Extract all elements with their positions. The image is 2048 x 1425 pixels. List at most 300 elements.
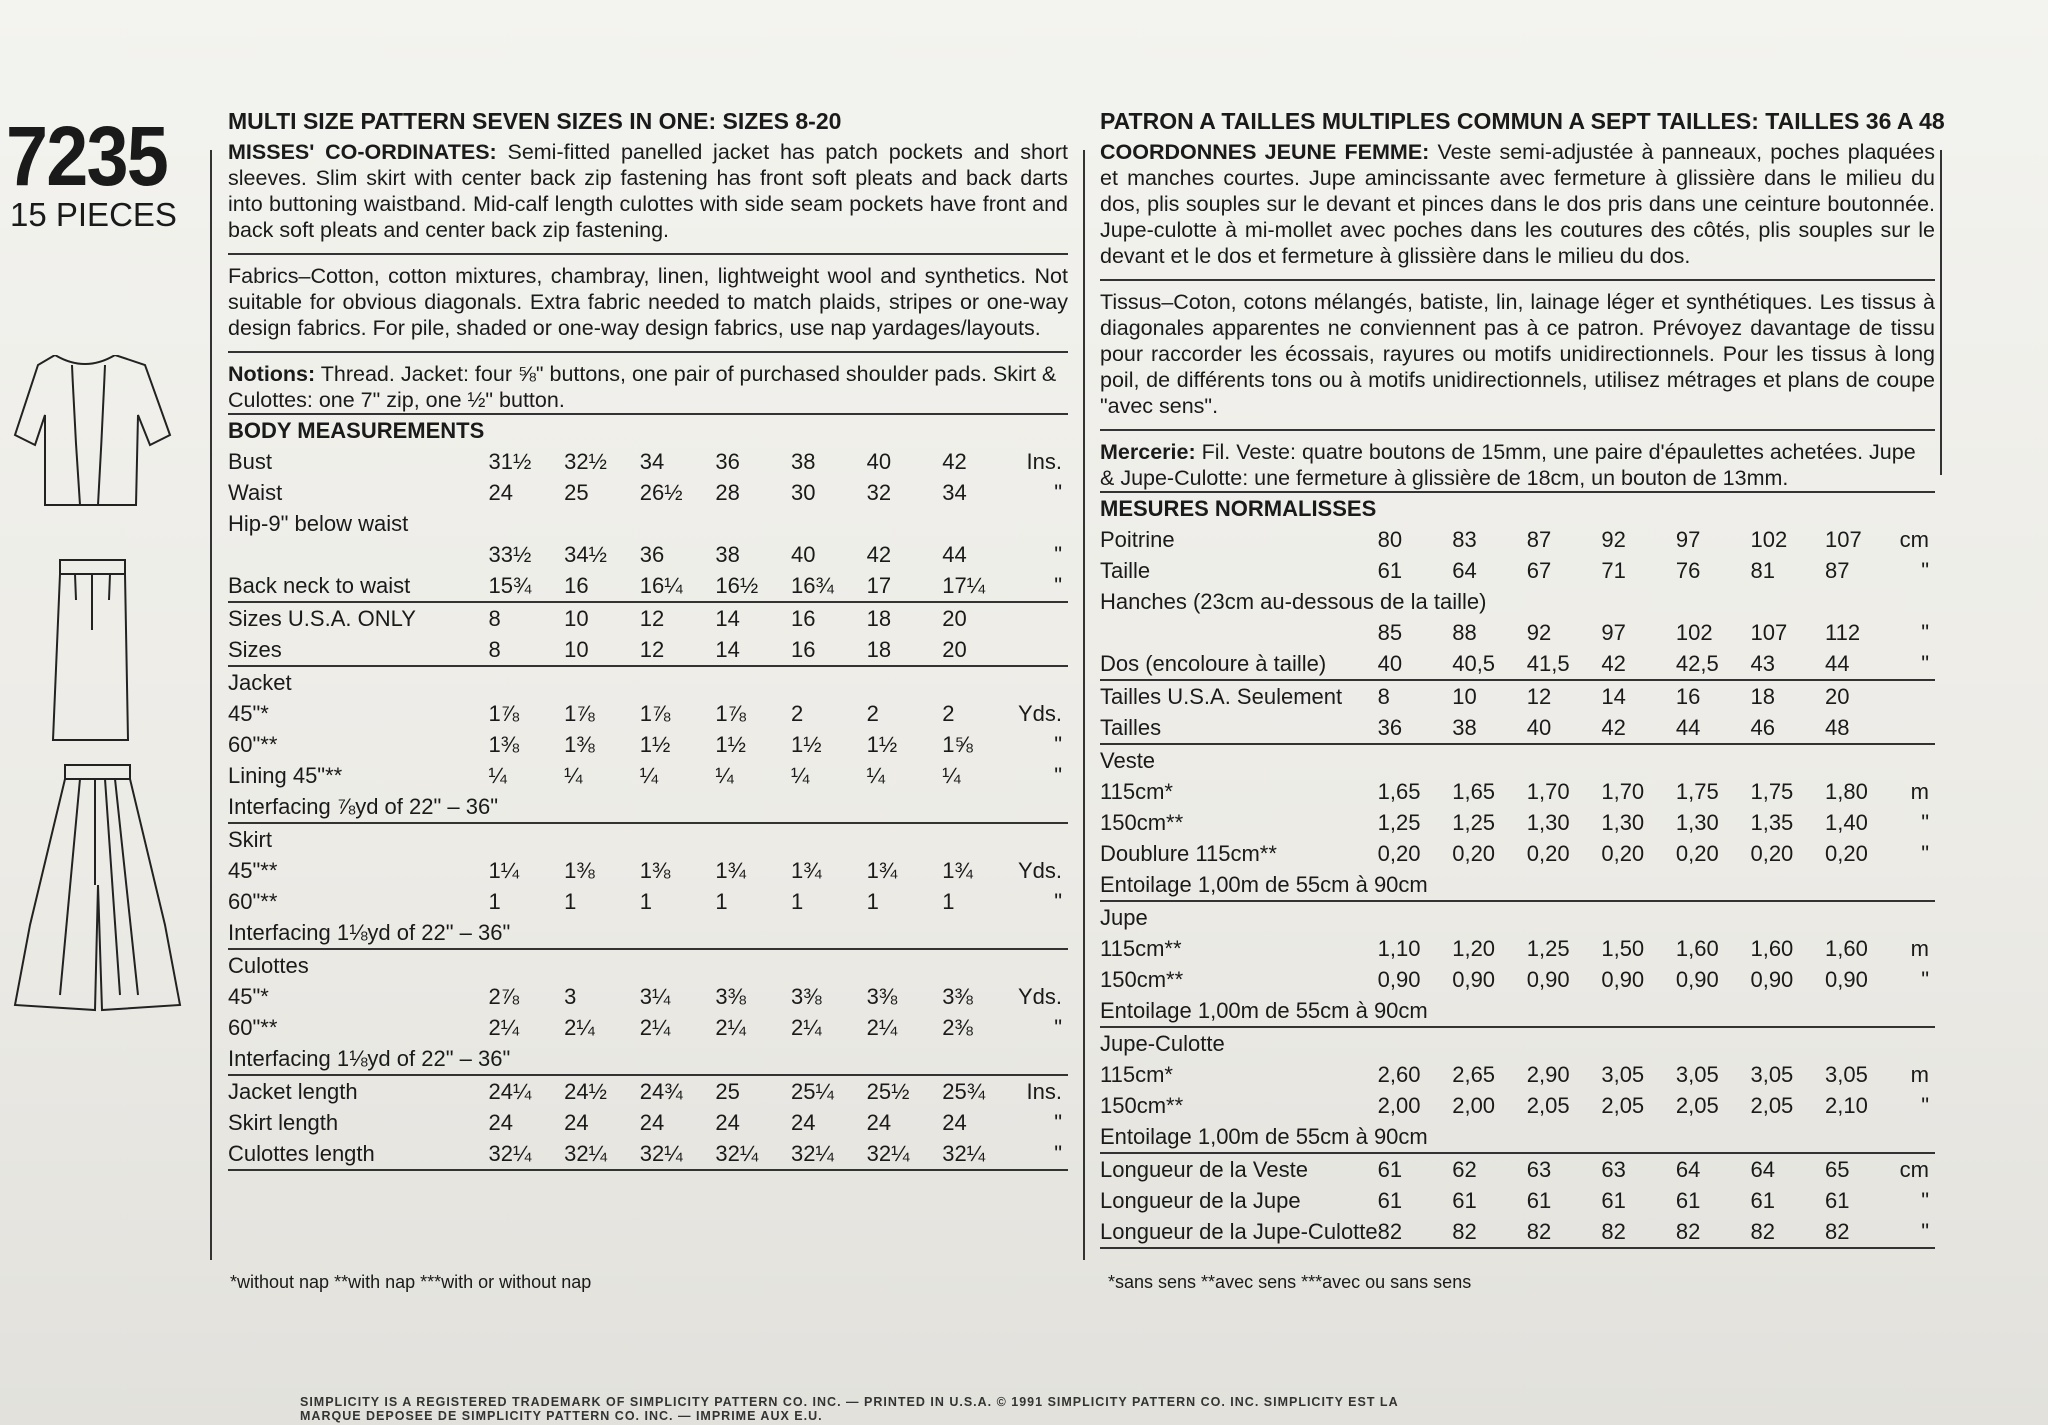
french-measurements-table [1100, 491, 1935, 1253]
size-value: 14 [715, 637, 740, 662]
size-value: 1¼ [488, 858, 520, 883]
table-row [1100, 712, 1935, 744]
size-value: 2¼ [639, 1015, 671, 1040]
size-value: 15¾ [488, 573, 532, 598]
unit: " [1921, 1188, 1929, 1213]
size-value: 61 [1601, 1188, 1626, 1213]
table-row [228, 634, 1068, 666]
table-row [228, 886, 1068, 917]
size-value: 3,05 [1601, 1062, 1645, 1087]
size-value: 24 [866, 1110, 892, 1135]
size-value: 1,65 [1452, 779, 1496, 804]
garment-sketches [10, 355, 185, 1015]
size-value: 0,20 [1675, 841, 1719, 866]
size-value: 1,60 [1825, 936, 1868, 961]
size-value: 30 [791, 480, 816, 505]
section-heading: Skirt [228, 823, 1068, 855]
unit: " [1054, 889, 1062, 914]
size-value: 40 [866, 449, 892, 474]
size-value: 1,60 [1675, 936, 1719, 961]
size-value: 61 [1378, 1153, 1453, 1185]
section-heading: Jupe-Culotte [1100, 1027, 1935, 1059]
size-value: 32¼ [715, 1141, 759, 1166]
table-row [1100, 555, 1935, 586]
size-value: 40,5 [1452, 651, 1496, 676]
size-value: 63 [1601, 1153, 1676, 1185]
center-vertical-rule [1083, 150, 1085, 1260]
size-value: 3⅜ [942, 984, 973, 1009]
unit: " [1054, 732, 1062, 757]
table-row [1100, 1121, 1935, 1153]
size-value: 34 [942, 480, 967, 505]
size-value: 36 [639, 542, 665, 567]
table-row [1100, 524, 1935, 555]
size-value: 1,75 [1675, 779, 1719, 804]
section-heading: Culottes [228, 949, 1068, 981]
row-label [1100, 617, 1378, 648]
table-row [228, 949, 1068, 981]
size-value: 14 [715, 602, 791, 634]
table-row [1100, 995, 1935, 1027]
row-label: 45"* [228, 984, 269, 1009]
size-value: 0,20 [1526, 841, 1570, 866]
pieces-count: 15 PIECES [10, 196, 177, 233]
size-value: 0,90 [1675, 967, 1719, 992]
size-value: 107 [1750, 620, 1788, 645]
size-value: 25¾ [942, 1075, 1018, 1107]
table-row [228, 1138, 1068, 1170]
size-value: 16 [791, 602, 867, 634]
size-value: 10 [564, 602, 640, 634]
size-value: 8 [488, 637, 501, 662]
size-value: 1 [639, 889, 653, 914]
size-value: 40 [1377, 651, 1403, 676]
size-value: 44 [1675, 715, 1701, 740]
size-value: 1½ [866, 732, 898, 757]
size-value: 1,65 [1377, 779, 1421, 804]
size-value: 1,35 [1750, 810, 1794, 835]
size-value: ¼ [791, 763, 810, 788]
row-label: Culottes length [228, 1141, 375, 1166]
size-value: 82 [1750, 1219, 1775, 1244]
unit: Yds. [1017, 701, 1062, 726]
table-row [1100, 1216, 1935, 1248]
size-value: 2,65 [1452, 1062, 1496, 1087]
french-footnote: *sans sens **avec sens ***avec ou sans sens [1108, 1272, 1472, 1292]
table-row [1100, 492, 1935, 524]
row-label: 115cm* [1100, 779, 1173, 804]
size-value: 82 [1526, 1219, 1552, 1244]
section-heading: Jupe [1100, 901, 1935, 933]
desc-lead: COORDONNES JEUNE FEMME: [1100, 140, 1430, 164]
size-value: 0,20 [1750, 841, 1794, 866]
english-notions [228, 361, 1068, 413]
size-value: 2,90 [1526, 1062, 1570, 1087]
table-row [1100, 901, 1935, 933]
notions-text: Fil. Veste: quatre boutons de 15mm, une paire d'épaulettes achetées. Jupe & Jupe-Culotte: une fermeture à glissière de 18cm, un bouton de 13mm. [1100, 440, 1916, 490]
size-value: 16½ [715, 573, 759, 598]
table-row [1100, 617, 1935, 648]
size-value: 44 [1825, 651, 1850, 676]
row-label: Longueur de la Veste [1100, 1153, 1378, 1185]
size-value: 42 [942, 449, 967, 474]
size-value: 1 [791, 889, 804, 914]
size-value: 8 [1378, 680, 1453, 712]
table-row [228, 1075, 1068, 1107]
size-value: 97 [1601, 620, 1626, 645]
size-value: 1¾ [942, 858, 973, 883]
size-value: 1¾ [715, 858, 746, 883]
size-value: 1½ [715, 732, 746, 757]
row-label: Tailles U.S.A. Seulement [1100, 680, 1378, 712]
size-value: 2,05 [1601, 1093, 1645, 1118]
size-value: 3 [564, 984, 577, 1009]
size-value: ¼ [564, 763, 583, 788]
size-value: 1⅜ [488, 732, 520, 757]
size-value: 20 [1825, 680, 1900, 712]
notions-lead: Notions: [228, 362, 316, 386]
size-value: 12 [1527, 680, 1602, 712]
size-value: 1,10 [1377, 936, 1421, 961]
size-value: 85 [1377, 620, 1403, 645]
skirt-sketch-icon [53, 560, 128, 740]
unit: " [1054, 763, 1062, 788]
row-note: Interfacing 1⅛yd of 22" – 36" [228, 1046, 511, 1071]
table-row [1100, 807, 1935, 838]
unit [1900, 712, 1935, 744]
row-note: Interfacing ⅞yd of 22" – 36" [228, 794, 499, 819]
unit: m [1910, 779, 1929, 804]
size-value: 64 [1452, 558, 1477, 583]
size-value: 2,10 [1825, 1093, 1868, 1118]
row-label: Doublure 115cm** [1100, 841, 1277, 866]
size-value: 1,25 [1377, 810, 1421, 835]
size-value: 1½ [791, 732, 822, 757]
size-value: 65 [1825, 1153, 1900, 1185]
size-value: 18 [866, 637, 892, 662]
row-label: Longueur de la Jupe [1100, 1188, 1301, 1213]
row-note: Hip-9" below waist [228, 511, 409, 536]
size-value: 42,5 [1675, 651, 1719, 676]
section-heading: MESURES NORMALISSES [1100, 492, 1935, 524]
size-value: 46 [1750, 715, 1775, 740]
size-value: 82 [1601, 1219, 1626, 1244]
size-value: 0,20 [1825, 841, 1868, 866]
size-value: 17 [866, 573, 892, 598]
size-value: 0,90 [1750, 967, 1794, 992]
unit: " [1054, 573, 1062, 598]
table-row [228, 570, 1068, 602]
size-value: 1,25 [1452, 810, 1496, 835]
size-value: 76 [1675, 558, 1701, 583]
size-value: 38 [1452, 715, 1477, 740]
notions-text: Thread. Jacket: four ⅝" buttons, one pair of purchased shoulder pads. Skirt & Culottes: one 7" zip, one ½" button. [228, 362, 1057, 412]
size-value: 34½ [564, 542, 607, 567]
table-row [228, 1012, 1068, 1043]
size-value: 2¼ [791, 1015, 822, 1040]
table-row [1100, 586, 1935, 617]
size-value: 2⅜ [942, 1015, 973, 1040]
size-value: 34 [639, 449, 665, 474]
unit: " [1921, 1219, 1929, 1244]
size-value: 92 [1526, 620, 1552, 645]
size-value: 112 [1825, 620, 1861, 645]
size-value: 3,05 [1675, 1062, 1719, 1087]
size-value: 1¾ [791, 858, 822, 883]
size-value: 38 [715, 542, 740, 567]
size-value: 2¼ [488, 1015, 520, 1040]
table-row [228, 446, 1068, 477]
table-row [1100, 838, 1935, 869]
size-value: 1,30 [1601, 810, 1645, 835]
size-value: 2¼ [866, 1015, 898, 1040]
size-value: 25¼ [791, 1075, 867, 1107]
size-value: 16 [1676, 680, 1751, 712]
size-value: 12 [640, 602, 716, 634]
english-fabrics: Fabrics–Cotton, cotton mixtures, chambray, linen, lightweight wool and synthetics. Not suitable for obvious diagonals. Extra fabric needed to match plaids, stripes or one-way design fabrics. For pile, shaded or one-way design fabrics, use nap yardages/layouts. [228, 263, 1068, 353]
size-value: 33½ [488, 542, 532, 567]
unit: Yds. [1017, 858, 1062, 883]
row-label: 60"** [228, 732, 278, 757]
size-value: 0,90 [1825, 967, 1868, 992]
size-value: 1,25 [1526, 936, 1570, 961]
row-label: Taille [1100, 558, 1151, 583]
size-value: 0,90 [1377, 967, 1421, 992]
size-value: 40 [791, 542, 816, 567]
row-label: Jacket length [228, 1075, 489, 1107]
table-row [228, 477, 1068, 508]
size-value: 0,20 [1377, 841, 1421, 866]
size-value: 88 [1452, 620, 1477, 645]
size-value: 44 [942, 542, 967, 567]
size-value: 2,60 [1377, 1062, 1421, 1087]
size-value: 82 [1825, 1219, 1850, 1244]
size-value: 18 [1750, 680, 1825, 712]
unit: " [1921, 651, 1929, 676]
size-value: 36 [715, 449, 740, 474]
unit: " [1054, 1110, 1062, 1135]
table-row [228, 508, 1068, 539]
table-row [228, 791, 1068, 823]
unit: " [1054, 542, 1062, 567]
size-value: 61 [1452, 1188, 1477, 1213]
row-note: Hanches (23cm au-dessous de la taille) [1100, 589, 1487, 614]
size-value: 1,75 [1750, 779, 1794, 804]
size-value: 24 [564, 1110, 589, 1135]
size-value: ¼ [866, 763, 886, 788]
size-value: 24¼ [489, 1075, 565, 1107]
size-value: 102 [1750, 527, 1788, 552]
size-value: 25 [715, 1075, 791, 1107]
row-label: Sizes U.S.A. ONLY [228, 602, 489, 634]
size-value: ¼ [942, 763, 961, 788]
french-description [1100, 139, 1935, 281]
size-value: 25½ [867, 1075, 943, 1107]
size-value: 36 [1377, 715, 1403, 740]
size-value: 1⅝ [942, 732, 973, 757]
table-row [228, 1170, 1068, 1175]
right-vertical-rule [1940, 150, 1942, 475]
culottes-sketch-icon [15, 765, 180, 1010]
size-value: 32½ [564, 449, 607, 474]
size-value: 24 [715, 1110, 740, 1135]
size-value: ¼ [715, 763, 734, 788]
size-value: 16 [564, 573, 589, 598]
table-row [1100, 1059, 1935, 1090]
size-value: 82 [1452, 1219, 1477, 1244]
table-row [228, 666, 1068, 698]
row-note: Entoilage 1,00m de 55cm à 90cm [1100, 1124, 1428, 1149]
row-label [228, 539, 489, 570]
size-value: 48 [1825, 715, 1850, 740]
size-value: 42 [866, 542, 892, 567]
notions-lead: Mercerie: [1100, 440, 1196, 464]
size-value: 1⅜ [639, 858, 671, 883]
size-value: 10 [1452, 680, 1527, 712]
left-vertical-rule [210, 150, 212, 1260]
table-row [228, 729, 1068, 760]
size-value: 38 [791, 449, 816, 474]
size-value: 3⅜ [715, 984, 746, 1009]
table-row [1100, 776, 1935, 807]
row-label: 60"** [228, 889, 278, 914]
size-value: 8 [489, 602, 565, 634]
row-label: 45"** [228, 858, 278, 883]
table-row [228, 539, 1068, 570]
size-value: 32¼ [791, 1141, 834, 1166]
size-value: 64 [1750, 1153, 1825, 1185]
table-row [1100, 1185, 1935, 1216]
size-value: 32¼ [866, 1141, 910, 1166]
size-value: 82 [1675, 1219, 1701, 1244]
size-value: 83 [1452, 527, 1477, 552]
french-title: PATRON A TAILLES MULTIPLES COMMUN A SEPT TAILLES: TAILLES 36 A 48 [1100, 108, 1945, 134]
unit: cm [1900, 1153, 1935, 1185]
size-value: 1,70 [1526, 779, 1570, 804]
row-label: 150cm** [1100, 1093, 1184, 1118]
size-value: 61 [1377, 1188, 1403, 1213]
english-measurements-table [228, 413, 1068, 1175]
size-value: 20 [942, 602, 1018, 634]
table-row [228, 1043, 1068, 1075]
table-row [1100, 1248, 1935, 1253]
size-value: 0,20 [1452, 841, 1496, 866]
table-row [228, 698, 1068, 729]
table-row [1100, 933, 1935, 964]
row-label: Waist [228, 480, 283, 505]
size-value: 42 [1601, 715, 1626, 740]
row-label: Sizes [228, 637, 282, 662]
unit [1018, 602, 1068, 634]
unit: " [1054, 1141, 1062, 1166]
row-label: 45"* [228, 701, 269, 726]
size-value: 24 [488, 1110, 514, 1135]
size-value: 24½ [564, 1075, 640, 1107]
row-label: 150cm** [1100, 810, 1184, 835]
trademark-notice: SIMPLICITY IS A REGISTERED TRADEMARK OF SIMPLICITY PATTERN CO. INC. — PRINTED IN U.S.A. © 1991 SIMPLICITY PATTERN CO. INC. SIMPLICITY EST LA MARQUE DEPOSEE DE SIMPLICITY PATTERN CO. INC. — IMPRIME AUX E.U. [300, 1395, 1399, 1423]
size-value: 18 [867, 602, 943, 634]
desc-text: Veste semi-adjustée à panneaux, poches plaquées et manches courtes. Jupe amincissante avec fermeture à glissière dans le milieu du dos, plis souples sur le devant et pinces dans le dos pris dans une ceinture boutonnée. Jupe-culotte à mi-mollet avec poches dans les coutures des côtés, plis souples sur le devant et le dos et fermeture à glissière dans le milieu du dos. [1100, 140, 1935, 268]
size-value: 28 [715, 480, 740, 505]
size-value: 2,00 [1377, 1093, 1421, 1118]
english-footnote: *without nap **with nap ***with or without nap [230, 1272, 592, 1292]
size-value: 1,70 [1601, 779, 1645, 804]
size-value: 1,30 [1526, 810, 1570, 835]
row-label: 60"** [228, 1015, 278, 1040]
size-value: 80 [1377, 527, 1403, 552]
size-value: 32¼ [488, 1141, 532, 1166]
size-value: 1½ [639, 732, 671, 757]
size-value: 62 [1452, 1153, 1527, 1185]
table-row [228, 823, 1068, 855]
table-row [228, 760, 1068, 791]
size-value: 87 [1825, 558, 1850, 583]
size-value: 20 [942, 637, 967, 662]
size-value: 2 [942, 701, 955, 726]
size-value: 61 [1750, 1188, 1775, 1213]
row-note: Entoilage 1,00m de 55cm à 90cm [1100, 872, 1428, 897]
desc-text: Semi-fitted panelled jacket has patch pockets and short sleeves. Slim skirt with center back zip fastening has front soft pleats and back darts into buttoning waistband. Mid-calf length culottes with side seam pockets have front and back soft pleats and center back zip fastening. [228, 140, 1069, 242]
size-value: 3¼ [639, 984, 671, 1009]
size-value: 2¼ [564, 1015, 595, 1040]
size-value: 1⅜ [564, 732, 595, 757]
row-label: Lining 45"** [228, 763, 343, 788]
size-value: 92 [1601, 527, 1626, 552]
french-notions [1100, 439, 1935, 491]
size-value: 1 [942, 889, 955, 914]
size-value: ¼ [639, 763, 659, 788]
row-label: Poitrine [1100, 527, 1175, 552]
unit: " [1921, 558, 1929, 583]
english-title: MULTI SIZE PATTERN SEVEN SIZES IN ONE: SIZES 8-20 [228, 108, 842, 134]
table-row [1100, 1090, 1935, 1121]
size-value: 3⅜ [791, 984, 822, 1009]
size-value: 1⅞ [564, 701, 595, 726]
size-value: 32¼ [564, 1141, 607, 1166]
size-value: 32 [866, 480, 892, 505]
unit: " [1921, 841, 1929, 866]
size-value: 1,80 [1825, 779, 1868, 804]
section-heading: BODY MEASUREMENTS [228, 414, 1068, 446]
jacket-sketch-icon [15, 355, 170, 505]
size-value: 2⅞ [488, 984, 520, 1009]
size-value: 31½ [488, 449, 532, 474]
size-value: 41,5 [1526, 651, 1570, 676]
row-label: 115cm* [1100, 1062, 1173, 1087]
size-value: 16¾ [791, 573, 834, 598]
size-value: 25 [564, 480, 589, 505]
table-row [228, 981, 1068, 1012]
size-value: 17¼ [942, 573, 986, 598]
size-value: 2,05 [1526, 1093, 1570, 1118]
section-heading: Jacket [228, 666, 1068, 698]
desc-lead: MISSES' CO-ORDINATES: [228, 140, 497, 164]
row-label: Tailles [1100, 715, 1162, 740]
unit: " [1921, 810, 1929, 835]
table-row [1100, 744, 1935, 776]
unit: Ins. [1026, 449, 1062, 474]
size-value: 67 [1526, 558, 1552, 583]
size-value: 61 [1675, 1188, 1701, 1213]
size-value: 82 [1377, 1219, 1403, 1244]
size-value: 1⅜ [564, 858, 595, 883]
row-label: Skirt length [228, 1110, 339, 1135]
size-value: 43 [1750, 651, 1775, 676]
size-value: 1 [564, 889, 577, 914]
size-value: 0,20 [1601, 841, 1645, 866]
table-row [228, 855, 1068, 886]
table-end-rule [1100, 1248, 1935, 1253]
